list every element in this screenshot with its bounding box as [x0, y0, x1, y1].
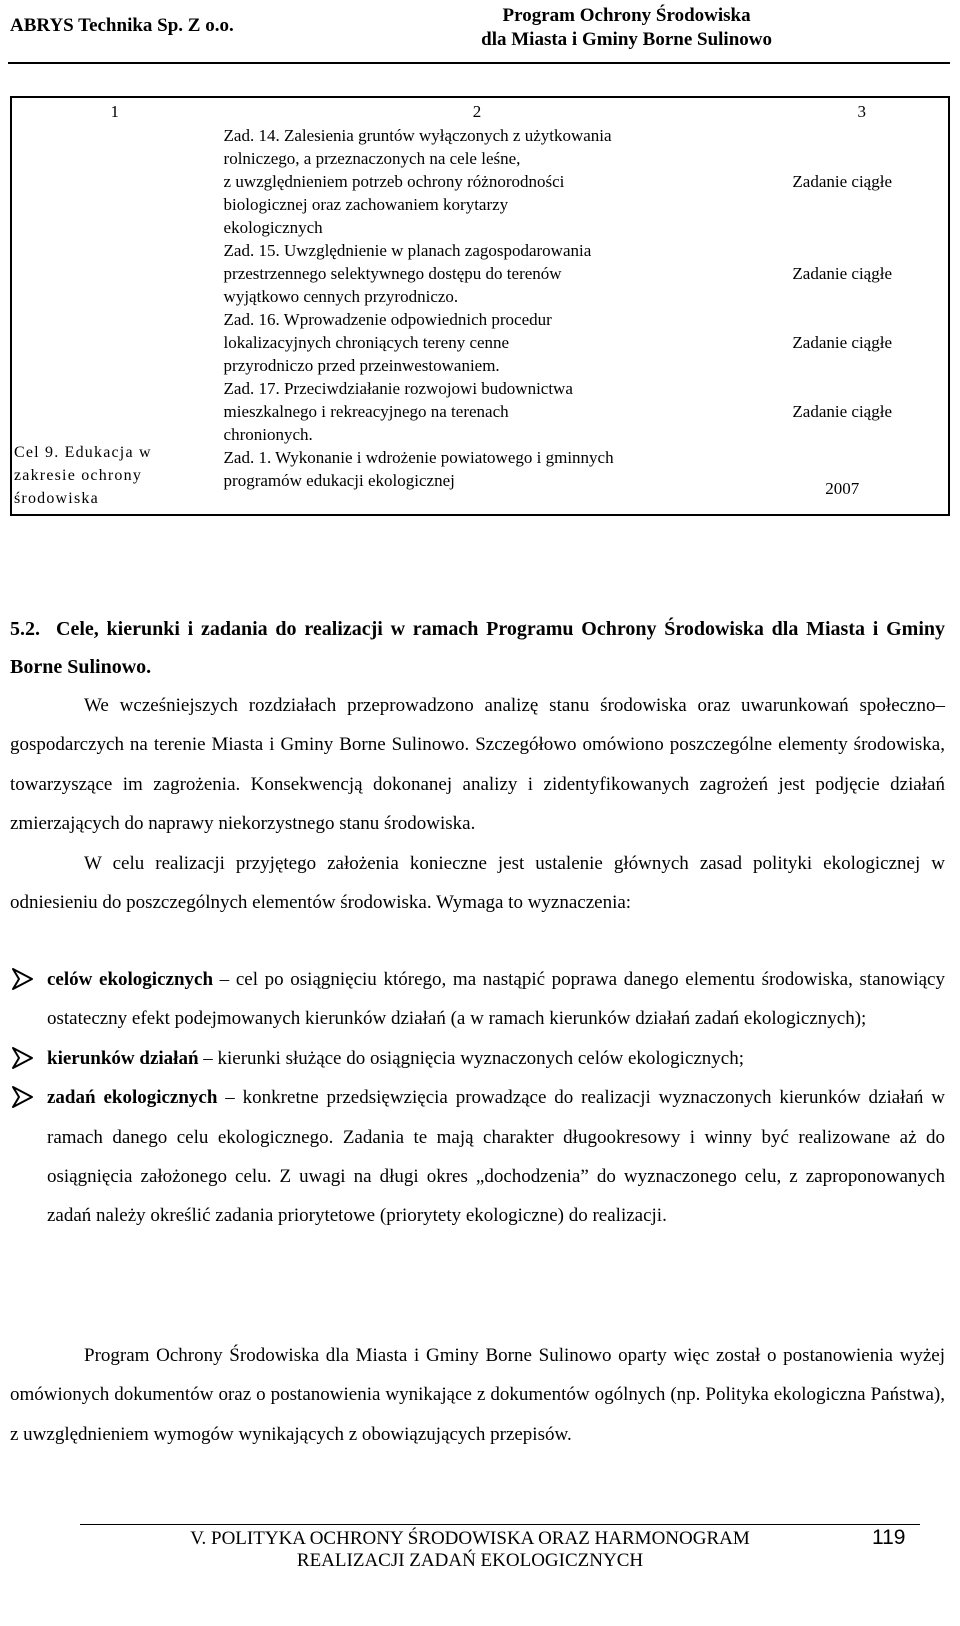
footer-chapter-title	[160, 1528, 780, 1572]
task-line: przestrzennego selektywnego dostępu do terenów	[223, 264, 562, 283]
bullet-text: – cel po osiągnięciu którego, ma nastąpić poprawa danego elementu środowiska, stanowiący ostateczny efekt podejmowanych kierunków działań (a w ramach kierunków działań zadań ekologicznych);	[47, 969, 945, 1030]
arrow-bullet-icon	[10, 966, 36, 992]
bullet-term: celów ekologicznych	[47, 969, 214, 990]
document-title-line1: Program Ochrony Środowiska	[502, 5, 751, 26]
footer-rule	[80, 1524, 920, 1525]
paragraph: W celu realizacji przyjętego założenia konieczne jest ustalenie głównych zasad polityki ekologicznej w odniesieniu do poszczególnych elementów środowiska. Wymaga to wyznaczenia:	[10, 852, 945, 914]
document-title-line2: dla Miasta i Gminy Borne Sulinowo	[481, 29, 772, 50]
list-item	[10, 1039, 945, 1078]
task-line: chronionych.	[223, 425, 313, 444]
task-line: Zad. 15. Uwzględnienie w planach zagospodarowania	[223, 241, 592, 260]
footer-title-line2: REALIZACJI ZADAŃ EKOLOGICZNYCH	[296, 1550, 644, 1571]
task-line: ekologicznych	[223, 218, 323, 237]
page-number: 119	[872, 1526, 906, 1549]
column-number: 2	[472, 101, 482, 121]
bullet-list	[10, 960, 945, 1236]
column-number-row	[11, 97, 949, 124]
list-item	[10, 960, 945, 1039]
task-term: Zadanie ciągłe	[792, 333, 892, 352]
task-line: wyjątkowo cennych przyrodniczo.	[223, 287, 459, 306]
paragraph: Program Ochrony Środowiska dla Miasta i Gminy Borne Sulinowo oparty więc został o postanowienia wyżej omówionych dokumentów oraz o postanowienia wynikające z dokumentów ogólnych (np. Polityka ekologiczna Państwa), z uwzględnieniem wymogów wynikających z obowiązujących przepisów.	[10, 1345, 945, 1445]
task-line: mieszkalnego i rekreacyjnego na terenach	[223, 402, 509, 421]
paragraph: We wcześniejszych rozdziałach przeprowadzono analizę stanu środowiska oraz uwarunkowań społeczno–gospodarczych na terenie Miasta i Gminy Borne Sulinowo. Szczegółowo omówiono poszczególne elementy środowiska, towarzyszące im zagrożenia. Konsekwencją dokonanej analizy i zidentyfikowanych zagrożeń jest podjęcie działań zmierzających do naprawy niekorzystnego stanu środowiska.	[10, 695, 945, 835]
column-number: 3	[857, 101, 866, 121]
task-line: biologicznej oraz zachowaniem korytarzy	[223, 195, 509, 214]
task-line: przyrodniczo przed przeinwestowaniem.	[223, 356, 500, 375]
task-cell	[218, 124, 737, 239]
footer-title-line1: V. POLITYKA OCHRONY ŚRODOWISKA ORAZ HARMONOGRAM	[190, 1528, 750, 1549]
task-term: Zadanie ciągłe	[792, 172, 892, 191]
task-line: Zad. 16. Wprowadzenie odpowiednich procedur	[223, 310, 552, 329]
table-row	[11, 124, 949, 239]
task-cell	[218, 308, 737, 377]
task-line: z uwzględnieniem potrzeb ochrony różnorodności	[223, 172, 565, 191]
column-number: 1	[110, 101, 120, 121]
bullet-term: kierunków działań	[47, 1047, 199, 1069]
task-line: rolniczego, a przeznaczonych na cele leśne,	[223, 149, 521, 168]
bullet-text: – kierunki służące do osiągnięcia wyznaczonych celów ekologicznych;	[198, 1047, 745, 1069]
bullet-text: – konkretne przedsięwzięcia prowadzące do realizacji wyznaczonych kierunków działań w ramach danego celu ekologicznego. Zadania te mają charakter długookresowy i winny być realizowane aż do osiągnięcia założonego celu. Z uwagi na długi okres „dochodzenia” do wyznaczonego celu, z zaproponowanych zadań należy określić zadania priorytetowe (priorytety ekologiczne) do realizacji.	[47, 1087, 945, 1227]
body-text-intro	[10, 686, 945, 922]
section-number: 5.2.	[10, 618, 40, 640]
task-line: Zad. 14. Zalesienia gruntów wyłączonych z użytkowania	[223, 126, 612, 145]
section-heading	[10, 610, 945, 686]
task-line: lokalizacyjnych chroniących tereny cenne	[223, 333, 510, 352]
arrow-bullet-icon	[10, 1045, 36, 1071]
arrow-bullet-icon	[10, 1084, 36, 1110]
list-item	[10, 1078, 945, 1236]
task-line: programów edukacji ekologicznej	[223, 471, 455, 490]
task-cell	[218, 377, 737, 446]
task-cell	[218, 239, 737, 308]
program-table	[10, 96, 950, 516]
task-line: Zad. 17. Przeciwdziałanie rozwojowi budownictwa	[223, 379, 573, 398]
task-cell	[218, 446, 737, 515]
task-term: Zadanie ciągłe	[792, 264, 892, 283]
goal-label: Cel 9. Edukacja w zakresie ochrony środowiska	[14, 444, 152, 507]
document-title	[481, 4, 772, 52]
section-title: Cele, kierunki i zadania do realizacji w ramach Programu Ochrony Środowiska dla Miasta i Gminy Borne Sulinowo.	[10, 618, 945, 678]
company-name: ABRYS Technika Sp. Z o.o.	[10, 15, 234, 36]
task-term: 2007	[825, 478, 860, 498]
task-line: Zad. 1. Wykonanie i wdrożenie powiatowego i gminnych	[223, 448, 614, 467]
bullet-term: zadań ekologicznych	[47, 1087, 218, 1109]
header-rule	[8, 62, 950, 64]
task-term: Zadanie ciągłe	[792, 402, 892, 421]
body-text-closing	[10, 1336, 945, 1454]
